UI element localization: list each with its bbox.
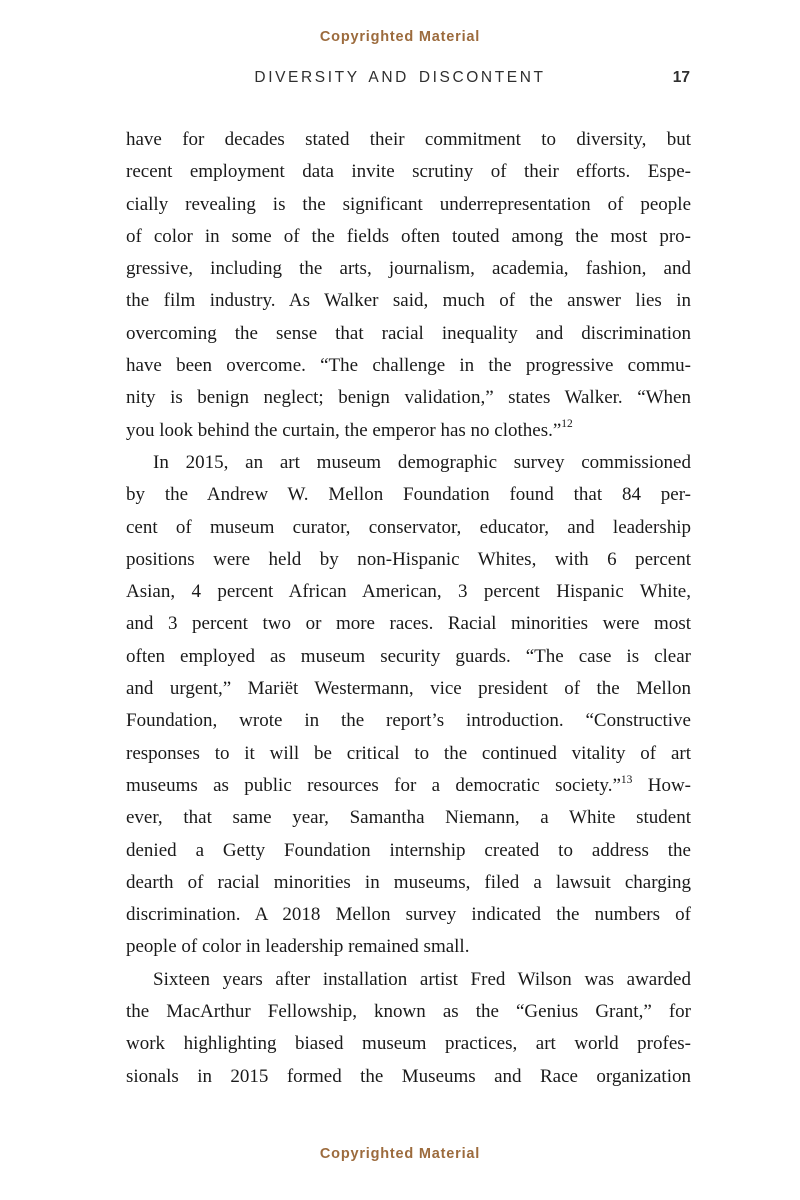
- text-line: [126, 479, 691, 511]
- text-line: [126, 318, 691, 350]
- text-line: [126, 738, 691, 770]
- text-segment: recent employment data invite scrutiny of their efforts. Espe-: [126, 161, 691, 183]
- text-segment: ever, that same year, Samantha Niemann, a White student: [126, 807, 691, 829]
- text-line: [126, 673, 691, 705]
- text-line: [126, 253, 691, 285]
- text-segment: How-: [632, 774, 691, 796]
- text-line: [126, 415, 691, 447]
- text-line: [126, 931, 691, 963]
- body-text: [126, 124, 691, 1093]
- text-segment: and 3 percent two or more races. Racial minorities were most: [126, 613, 691, 635]
- text-segment: have been overcome. “The challenge in the progressive commu-: [126, 355, 691, 377]
- copyright-notice-top: Copyrighted Material: [319, 29, 481, 45]
- text-line: [126, 835, 691, 867]
- text-segment: In 2015, an art museum demographic survey commissioned: [153, 451, 691, 473]
- text-segment: and urgent,” Mariët Westermann, vice president of the Mellon: [126, 678, 691, 700]
- text-segment: sionals in 2015 formed the Museums and Race organization: [126, 1065, 691, 1087]
- text-line: [126, 350, 691, 382]
- page-header: [0, 69, 800, 91]
- text-line: [126, 221, 691, 253]
- text-line: [126, 576, 691, 608]
- text-segment: often employed as museum security guards. “The case is clear: [126, 645, 691, 667]
- text-segment: nity is benign neglect; benign validation,” states Walker. “When: [126, 387, 691, 409]
- text-segment: cially revealing is the significant underrepresentation of people: [126, 193, 691, 215]
- text-line: [126, 899, 691, 931]
- text-line: [126, 544, 691, 576]
- text-segment: responses to it will be critical to the continued vitality of art: [126, 742, 691, 764]
- text-segment: you look behind the curtain, the emperor has no clothes.”: [126, 419, 562, 441]
- text-segment: the MacArthur Fellowship, known as the “Genius Grant,” for: [126, 1001, 691, 1023]
- text-segment: by the Andrew W. Mellon Foundation found that 84 per-: [126, 484, 691, 506]
- text-segment: Asian, 4 percent African American, 3 percent Hispanic White,: [126, 581, 691, 603]
- text-segment: Foundation, wrote in the report’s introduction. “Constructive: [126, 710, 691, 732]
- text-segment: discrimination. A 2018 Mellon survey indicated the numbers of: [126, 904, 691, 926]
- text-segment: overcoming the sense that racial inequality and discrimination: [126, 322, 691, 344]
- copyright-notice-bottom: Copyrighted Material: [319, 1146, 481, 1162]
- text-line: [126, 802, 691, 834]
- text-line: [126, 382, 691, 414]
- text-line: [126, 1061, 691, 1093]
- text-line: [126, 447, 691, 479]
- text-line: [126, 770, 691, 802]
- text-line: [126, 285, 691, 317]
- text-segment: gressive, including the arts, journalism, academia, fashion, and: [126, 258, 691, 280]
- text-segment: the film industry. As Walker said, much of the answer lies in: [126, 290, 691, 312]
- text-line: [126, 996, 691, 1028]
- text-segment: cent of museum curator, conservator, educator, and leadership: [126, 516, 691, 538]
- text-line: [126, 124, 691, 156]
- text-segment: of color in some of the fields often touted among the most pro-: [126, 225, 691, 247]
- text-segment: dearth of racial minorities in museums, filed a lawsuit charging: [126, 871, 691, 893]
- text-segment: work highlighting biased museum practices, art world profes-: [126, 1033, 691, 1055]
- footnote-reference: 12: [561, 418, 573, 431]
- running-head-title: DIVERSITY AND DISCONTENT: [254, 69, 546, 86]
- text-line: [126, 1028, 691, 1060]
- text-segment: have for decades stated their commitment to diversity, but: [126, 129, 691, 150]
- text-line: [126, 608, 691, 640]
- footnote-reference: 13: [620, 773, 633, 786]
- text-segment: Sixteen years after installation artist Fred Wilson was awarded: [153, 968, 691, 990]
- page-number: 17: [672, 69, 690, 86]
- text-line: [126, 641, 691, 673]
- text-segment: museums as public resources for a democratic society.”: [126, 774, 621, 796]
- text-segment: positions were held by non-Hispanic Whites, with 6 percent: [126, 548, 691, 570]
- text-line: [126, 189, 691, 221]
- text-segment: denied a Getty Foundation internship created to address the: [126, 839, 691, 861]
- text-line: [126, 964, 691, 996]
- text-line: [126, 705, 691, 737]
- text-line: [126, 156, 691, 188]
- text-segment: people of color in leadership remained small.: [126, 936, 470, 958]
- text-line: [126, 512, 691, 544]
- text-line: [126, 867, 691, 899]
